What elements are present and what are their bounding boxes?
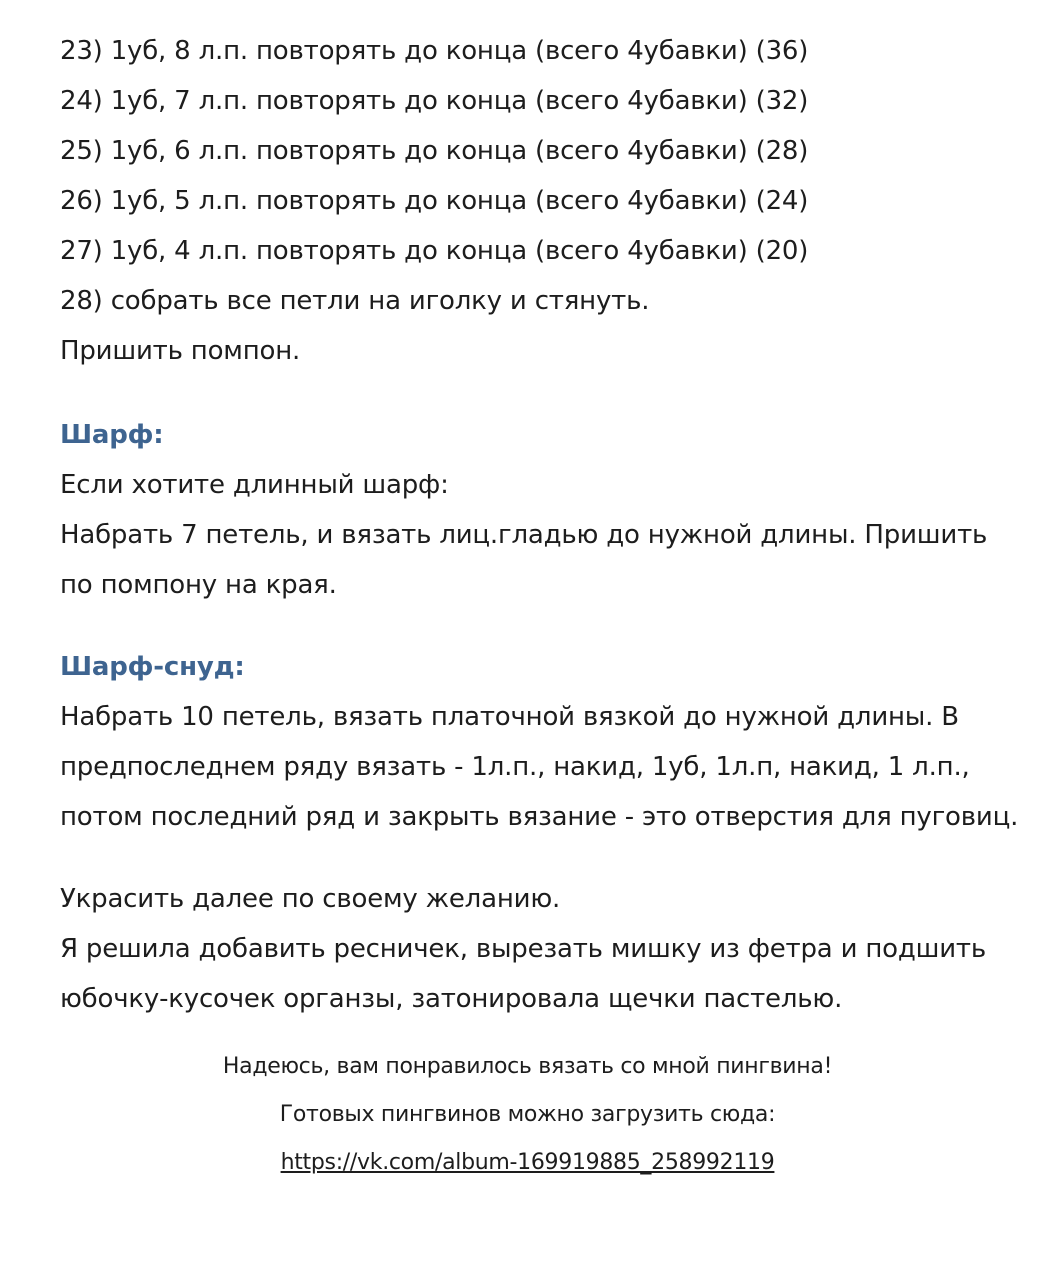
step-line: 23) 1уб, 8 л.п. повторять до конца (всего 4убавки) (36) [60,36,809,66]
snood-section [60,642,1020,842]
scarf-line: по помпону на края. [60,570,337,600]
footer-download-text: Готовых пингвинов можно загрузить сюда: [279,1102,776,1127]
scarf-heading: Шарф: [60,420,164,450]
decoration-section [60,874,1020,1024]
footer-thanks: Надеюсь, вам понравилось вязать со мной пингвина! [222,1054,833,1079]
snood-line: предпоследнем ряду вязать - 1л.п., накид, 1уб, 1л.п, накид, 1 л.п., [60,752,970,782]
snood-heading: Шарф-снуд: [60,652,245,682]
step-line: 25) 1уб, 6 л.п. повторять до конца (всего 4убавки) (28) [60,136,809,166]
decoration-line: юбочку-кусочек органзы, затонировала щечки пастелью. [60,984,843,1014]
decoration-line: Украсить далее по своему желанию. [60,884,561,914]
footer [0,1043,1055,1187]
scarf-section [60,410,1020,610]
scarf-line: Если хотите длинный шарф: [60,470,449,500]
decoration-line: Я решила добавить ресничек, вырезать мишку из фетра и подшить [60,934,986,964]
album-link[interactable]: https://vk.com/album-169919885_258992119 [280,1150,775,1175]
document-body [60,0,1020,1024]
knitting-steps [60,26,1020,376]
snood-line: потом последний ряд и закрыть вязание - это отверстия для пуговиц. [60,802,1019,832]
step-line: Пришить помпон. [60,336,301,366]
step-line: 26) 1уб, 5 л.п. повторять до конца (всего 4убавки) (24) [60,186,809,216]
step-line: 24) 1уб, 7 л.п. повторять до конца (всего 4убавки) (32) [60,86,809,116]
snood-line: Набрать 10 петель, вязать платочной вязкой до нужной длины. В [60,702,959,732]
step-line: 28) собрать все петли на иголку и стянуть. [60,286,650,316]
scarf-line: Набрать 7 петель, и вязать лиц.гладью до нужной длины. Пришить [60,520,988,550]
step-line: 27) 1уб, 4 л.п. повторять до конца (всего 4убавки) (20) [60,236,809,266]
